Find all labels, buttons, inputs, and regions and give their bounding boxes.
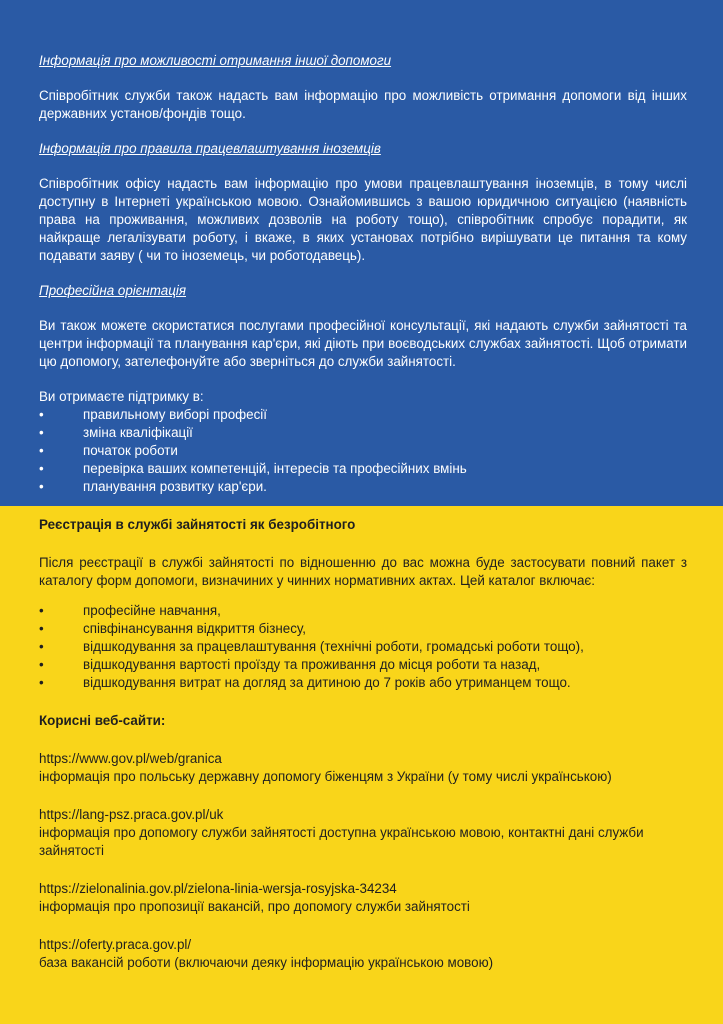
website-description: база вакансій роботи (включаючи деяку інформацію українською мовою) (39, 955, 494, 970)
list-item-text: зміна кваліфікації (83, 425, 193, 440)
website-link[interactable]: https://oferty.praca.gov.pl/ (39, 937, 192, 952)
website-entry (39, 806, 687, 860)
blue-section (0, 0, 723, 506)
yellow-content (39, 516, 687, 972)
bullet-icon: • (39, 621, 44, 636)
bullet-icon: • (39, 443, 44, 458)
websites-heading: Корисні веб-сайти: (39, 713, 166, 728)
list-item (39, 442, 687, 460)
orientation-heading: Професійна орієнтація (39, 283, 186, 298)
other-help-heading: Інформація про можливості отримання іншої допомоги (39, 53, 392, 68)
bullet-icon: • (39, 603, 44, 618)
list-item-text: співфінансування відкриття бізнесу, (83, 621, 306, 636)
bullet-icon: • (39, 675, 44, 690)
other-help-text: Співробітник служби також надасть вам інформацію про можливість отримання допомоги від інших державних установ/фондів тощо. (39, 88, 687, 121)
website-entry (39, 880, 687, 916)
list-item (39, 602, 687, 620)
foreigners-text: Співробітник офісу надасть вам інформацію про умови працевлаштування іноземців, в тому числі доступну в Інтернеті українською мовою. Ознайомившись з вашою юридичною ситуацією (наявність права на проживання, можливих дозволів на роботу тощо), співробітник спробує порадити, як найкраще легалізувати роботу, і вкаже, в яких установах потрібно вирішувати це питання та кому подавати заяву ( чи то іноземець, чи роботодавець). (39, 176, 687, 263)
list-item-text: професійне навчання, (83, 603, 221, 618)
list-item (39, 478, 687, 496)
website-link[interactable]: https://www.gov.pl/web/granica (39, 751, 222, 766)
list-item-text: відшкодування вартості проїзду та проживання до місця роботи та назад, (83, 657, 541, 672)
website-entry (39, 936, 687, 972)
website-link[interactable]: https://lang-psz.praca.gov.pl/uk (39, 807, 224, 822)
list-item (39, 638, 687, 656)
list-item (39, 424, 687, 442)
list-item (39, 656, 687, 674)
bullet-icon: • (39, 479, 44, 494)
support-intro: Ви отримаєте підтримку в: (39, 389, 204, 404)
yellow-section (0, 506, 723, 1024)
list-item-text: відшкодування за працевлаштування (технічні роботи, громадські роботи тощо), (83, 639, 584, 654)
bullet-icon: • (39, 639, 44, 654)
orientation-text: Ви також можете скористатися послугами професійної консультації, які надають служби зайнятості та центри інформації та планування кар'єри, які діють при воєводських службах зайнятості. Щоб отримати цю допомогу, зателефонуйте або зверніться до служби зайнятості. (39, 318, 687, 369)
bullet-icon: • (39, 407, 44, 422)
list-item (39, 406, 687, 424)
support-list (39, 406, 687, 496)
list-item (39, 674, 687, 692)
website-entry (39, 750, 687, 786)
bullet-icon: • (39, 657, 44, 672)
list-item-text: відшкодування витрат на догляд за дитиною до 7 років або утриманцем тощо. (83, 675, 571, 690)
list-item-text: правильному виборі професії (83, 407, 267, 422)
list-item-text: планування розвитку кар'єри. (83, 479, 267, 494)
list-item-text: перевірка ваших компетенцій, інтересів та професійних вмінь (83, 461, 467, 476)
website-link[interactable]: https://zielonalinia.gov.pl/zielona-linia-wersja-rosyjska-34234 (39, 881, 397, 896)
bullet-icon: • (39, 425, 44, 440)
registration-list (39, 602, 687, 692)
bullet-icon: • (39, 461, 44, 476)
blue-content (39, 52, 687, 496)
website-description: інформація про пропозиції вакансій, про допомогу служби зайнятості (39, 899, 470, 914)
list-item (39, 620, 687, 638)
foreigners-heading: Інформація про правила працевлаштування іноземців (39, 141, 381, 156)
list-item-text: початок роботи (83, 443, 178, 458)
website-description: інформація про польську державну допомогу біженцям з України (у тому числі українською) (39, 769, 612, 784)
list-item (39, 460, 687, 478)
registration-text: Після реєстрації в службі зайнятості по відношенню до вас можна буде застосувати повний пакет з каталогу форм допомоги, визначиних у чинних нормативних актах. Цей каталог включає: (39, 555, 687, 588)
registration-heading: Реєстрація в службі зайнятості як безробітного (39, 517, 356, 532)
website-description: інформація про допомогу служби зайнятості доступна українською мовою, контактні дані служби зайнятості (39, 825, 644, 858)
